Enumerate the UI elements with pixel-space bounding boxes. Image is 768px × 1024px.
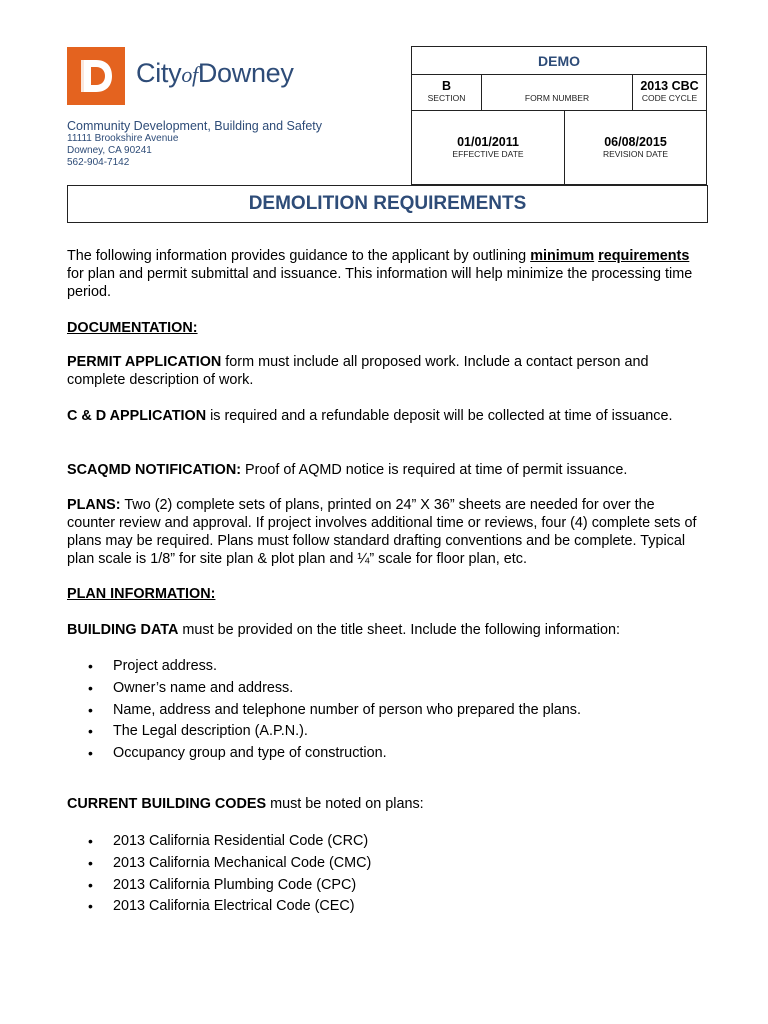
building-codes-list — [67, 832, 371, 919]
department-address — [67, 133, 178, 169]
list-item: • Owner’s name and address. — [67, 679, 581, 701]
building-codes-label: CURRENT BUILDING CODES — [67, 796, 267, 812]
list-item: • 2013 California Plumbing Code (CPC) — [67, 876, 371, 898]
plans-paragraph: PLANS: Two (2) complete sets of plans, printed on 24” X 36” sheets are needed for over the counter review and approval. If project involves additional time or reviews, four (4) complete sets of plans may be required. Plans must follow standard drafting conventions and be complete. Typical plan scale is 1/8” for site plan & plot plan and ¼” scale for floor plan, etc. — [67, 497, 697, 567]
list-item: • 2013 California Mechanical Code (CMC) — [67, 854, 371, 876]
list-item: • Name, address and telephone number of person who prepared the plans. — [67, 701, 581, 723]
effective-date-cell — [412, 111, 565, 184]
building-data-list — [67, 657, 581, 766]
code-cycle-label: CODE CYCLE — [641, 93, 698, 103]
logo-city-word: City — [136, 58, 182, 88]
department-name: Community Development, Building and Safety — [67, 119, 322, 133]
form-number-label: FORM NUMBER — [524, 93, 590, 103]
building-codes-paragraph: CURRENT BUILDING CODES must be noted on plans: — [67, 796, 424, 812]
effective-date-label: EFFECTIVE DATE — [452, 149, 524, 159]
list-item: • 2013 California Residential Code (CRC) — [67, 832, 371, 854]
scaqmd-paragraph: SCAQMD NOTIFICATION: Proof of AQMD notice is required at time of permit issuance. — [67, 462, 628, 478]
permit-application-label: PERMIT APPLICATION — [67, 354, 222, 370]
list-item: • 2013 California Electrical Code (CEC) — [67, 897, 371, 919]
form-number-cell — [482, 75, 633, 111]
permit-application-paragraph: PERMIT APPLICATION form must include all proposed work. Include a contact person and complete description of work. — [67, 354, 649, 388]
d-letter-icon — [67, 47, 125, 105]
building-data-paragraph: BUILDING DATA must be provided on the title sheet. Include the following information: — [67, 622, 620, 638]
form-title-cell: DEMO — [412, 47, 706, 75]
effective-date-value: 01/01/2011 — [457, 135, 519, 149]
section-label: SECTION — [427, 93, 466, 103]
intro-emphasis-2: requirements — [598, 248, 690, 264]
code-cycle-value: 2013 CBC — [640, 79, 699, 93]
building-data-label: BUILDING DATA — [67, 622, 179, 638]
section-cell — [412, 75, 482, 111]
cd-application-paragraph: C & D APPLICATION is required and a refundable deposit will be collected at time of issuance. — [67, 408, 673, 424]
plan-information-heading: PLAN INFORMATION: — [67, 586, 216, 602]
logo-name-word: Downey — [197, 58, 294, 88]
page-title: DEMOLITION REQUIREMENTS — [67, 185, 708, 223]
revision-date-value: 06/08/2015 — [604, 135, 667, 149]
cd-application-label: C & D APPLICATION — [67, 408, 207, 424]
list-item: • Occupancy group and type of construction. — [67, 744, 581, 766]
city-logo-mark — [67, 47, 125, 105]
revision-date-label: REVISION DATE — [602, 149, 669, 159]
list-item: • Project address. — [67, 657, 581, 679]
revision-date-cell — [565, 111, 706, 184]
intro-emphasis-1: minimum — [530, 248, 595, 264]
phone-number: 562-904-7142 — [67, 157, 130, 168]
address-line-1: 11111 Brookshire Avenue — [67, 133, 179, 144]
scaqmd-label: SCAQMD NOTIFICATION: — [67, 462, 242, 478]
city-logo-text — [136, 58, 294, 89]
section-value: B — [441, 79, 452, 93]
address-line-2: Downey, CA 90241 — [67, 145, 152, 156]
form-header-table — [411, 46, 707, 185]
list-item: • The Legal description (A.P.N.). — [67, 722, 581, 744]
documentation-heading: DOCUMENTATION: — [67, 320, 198, 336]
code-cycle-cell — [633, 75, 706, 111]
logo-of-word: of — [181, 62, 198, 87]
plans-label: PLANS: — [67, 497, 121, 513]
intro-paragraph: The following information provides guidance to the applicant by outlining minimum requirements for plan and permit submittal and issuance. This information will help minimize the processing time period. — [67, 248, 693, 300]
